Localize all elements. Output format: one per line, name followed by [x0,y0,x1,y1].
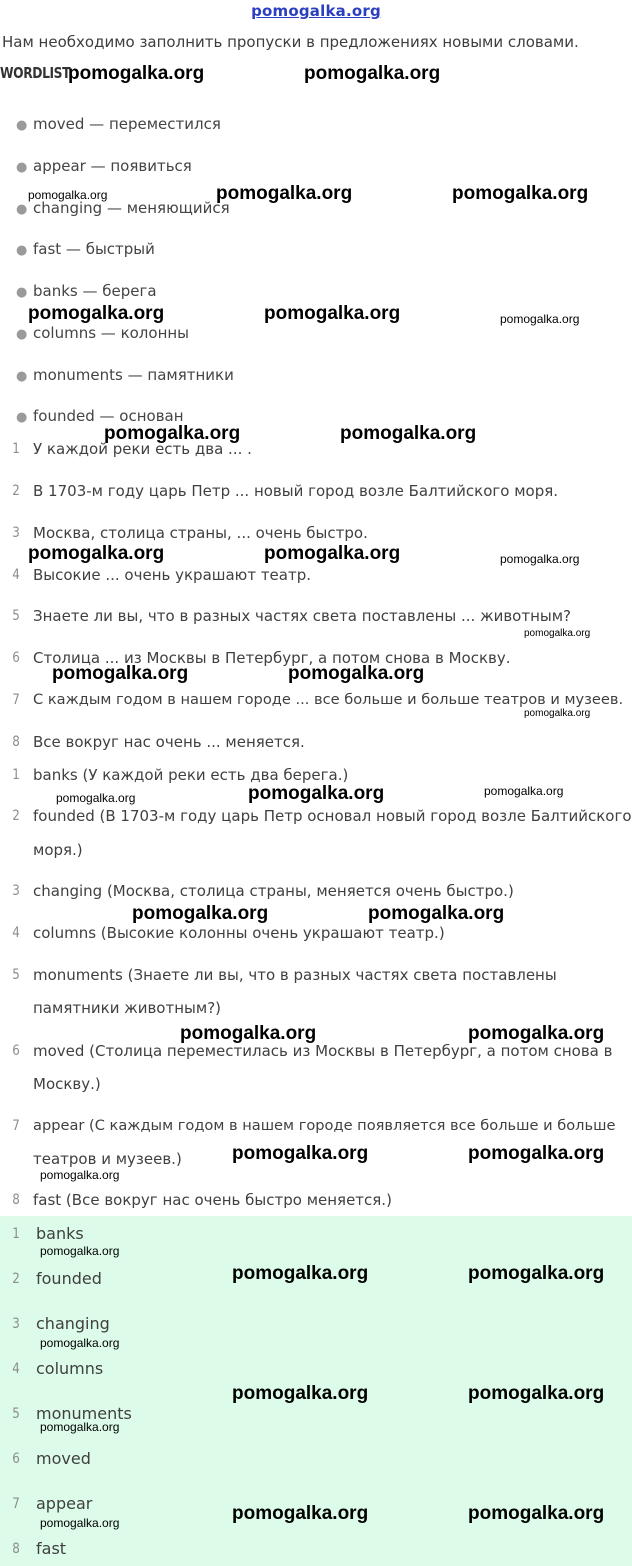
item-number: 4 [12,925,20,941]
item-number: 3 [12,525,20,541]
item-number: 7 [12,1118,20,1134]
bullet-icon: ● [16,160,28,175]
bullet-icon: ● [16,285,28,300]
watermark: pomogalka.org [524,708,591,719]
watermark: pomogalka.org [132,903,269,924]
item-number: 7 [12,1496,20,1512]
answer-word: banks [36,1224,84,1243]
item-number: 8 [12,734,20,750]
watermark: pomogalka.org [28,543,165,564]
item-number: 1 [12,441,20,457]
wordlist-title: WORDLIST [0,64,71,82]
bullet-icon: ● [16,202,28,217]
watermark: pomogalka.org [468,1503,605,1524]
watermark: pomogalka.org [232,1143,369,1164]
watermark: pomogalka.org [216,183,353,204]
watermark: pomogalka.org [40,1168,120,1182]
bullet-icon: ● [16,410,28,425]
watermark: pomogalka.org [264,303,401,324]
solution-line: театров и музеев.) [33,1150,182,1168]
solution-line: моря.) [33,841,83,859]
item-number: 6 [12,1043,20,1059]
watermark: pomogalka.org [40,1336,120,1350]
exercise-sentence: Все вокруг нас очень ... меняется. [33,733,305,751]
solution-line: columns (Высокие колонны очень украшают театр.) [33,924,445,942]
watermark: pomogalka.org [468,1263,605,1284]
watermark: pomogalka.org [56,791,136,805]
wordlist-item: ● founded — основан [16,407,184,425]
solution-line: fast (Все вокруг нас очень быстро меняется.) [33,1191,392,1209]
item-number: 8 [12,1541,20,1557]
watermark: pomogalka.org [180,1023,317,1044]
item-number: 6 [12,650,20,666]
solution-line: Москву.) [33,1075,101,1093]
wordlist-item: ● fast — быстрый [16,240,155,258]
watermark: pomogalka.org [468,1383,605,1404]
answer-word: founded [36,1269,102,1288]
watermark: pomogalka.org [40,1244,120,1258]
bullet-icon: ● [16,243,28,258]
bullet-icon: ● [16,369,28,384]
wordlist-item: ● columns — колонны [16,324,190,342]
solution-line: banks (У каждой реки есть два берега.) [33,766,349,784]
watermark: pomogalka.org [104,423,241,444]
item-number: 4 [12,1361,20,1377]
answer-word: monuments [36,1404,132,1423]
answer-word: appear [36,1494,93,1513]
wordlist-item: ● appear — появиться [16,157,192,175]
wordlist-item: ● changing — меняющийся [16,199,230,217]
watermark: pomogalka.org [468,1023,605,1044]
bullet-icon: ● [16,327,28,342]
answer-word: fast [36,1539,67,1558]
item-number: 3 [12,1316,20,1332]
wordlist-item: ● banks — берега [16,282,157,300]
answer-word: columns [36,1359,104,1378]
solution-line: памятники животным?) [33,999,222,1017]
item-number: 3 [12,883,20,899]
item-number: 5 [12,1406,20,1422]
item-number: 5 [12,967,20,983]
watermark: pomogalka.org [28,303,165,324]
watermark: pomogalka.org [340,423,477,444]
watermark: pomogalka.org [232,1263,369,1284]
item-number: 4 [12,567,20,583]
item-number: 2 [12,483,20,499]
watermark: pomogalka.org [304,63,441,84]
wordlist-item: ● moved — переместился [16,115,221,133]
solution-line: changing (Москва, столица страны, меняется очень быстро.) [33,882,514,900]
watermark: pomogalka.org [368,903,505,924]
intro-text: Нам необходимо заполнить пропуски в предложениях новыми словами. [2,33,579,51]
watermark: pomogalka.org [28,188,108,202]
item-number: 2 [12,808,20,824]
site-link[interactable]: pomogalka.org [251,2,381,20]
exercise-sentence: В 1703-м году царь Петр ... новый город возле Балтийского моря. [33,482,559,500]
exercise-sentence: С каждым годом в нашем городе ... все больше и больше театров и музеев. [33,691,624,708]
watermark: pomogalka.org [288,663,425,684]
solution-line: founded (В 1703-м году царь Петр основал новый город возле Балтийского [33,807,632,825]
watermark: pomogalka.org [68,63,205,84]
watermark: pomogalka.org [40,1420,120,1434]
watermark: pomogalka.org [40,1516,120,1530]
watermark: pomogalka.org [248,783,385,804]
watermark: pomogalka.org [264,543,401,564]
item-number: 1 [12,1226,20,1242]
watermark: pomogalka.org [232,1383,369,1404]
item-number: 1 [12,767,20,783]
item-number: 8 [12,1192,20,1208]
exercise-sentence: Москва, столица страны, ... очень быстро. [33,524,368,542]
item-number: 2 [12,1271,20,1287]
watermark: pomogalka.org [452,183,589,204]
solution-line: appear (С каждым годом в нашем городе появляется все больше и больше [33,1117,616,1134]
item-number: 5 [12,608,20,624]
bullet-icon: ● [16,118,28,133]
exercise-sentence: Высокие ... очень украшают театр. [33,566,312,584]
watermark: pomogalka.org [468,1143,605,1164]
watermark: pomogalka.org [232,1503,369,1524]
watermark: pomogalka.org [52,663,189,684]
watermark: pomogalka.org [500,312,580,326]
solution-line: monuments (Знаете ли вы, что в разных частях света поставлены [33,966,557,984]
watermark: pomogalka.org [524,628,591,639]
wordlist-item: ● monuments — памятники [16,366,234,384]
exercise-sentence: Знаете ли вы, что в разных частях света поставлены ... животным? [33,607,572,625]
item-number: 7 [12,692,20,708]
answer-word: moved [36,1449,91,1468]
answer-word: changing [36,1314,110,1333]
item-number: 6 [12,1451,20,1467]
watermark: pomogalka.org [484,784,564,798]
exercise-sentence: Столица ... из Москвы в Петербург, а потом снова в Москву. [33,649,511,667]
exercise-sentence: У каждой реки есть два ... . [33,440,252,458]
watermark: pomogalka.org [500,552,580,566]
solution-line: moved (Столица переместилась из Москвы в Петербург, а потом снова в [33,1042,613,1060]
